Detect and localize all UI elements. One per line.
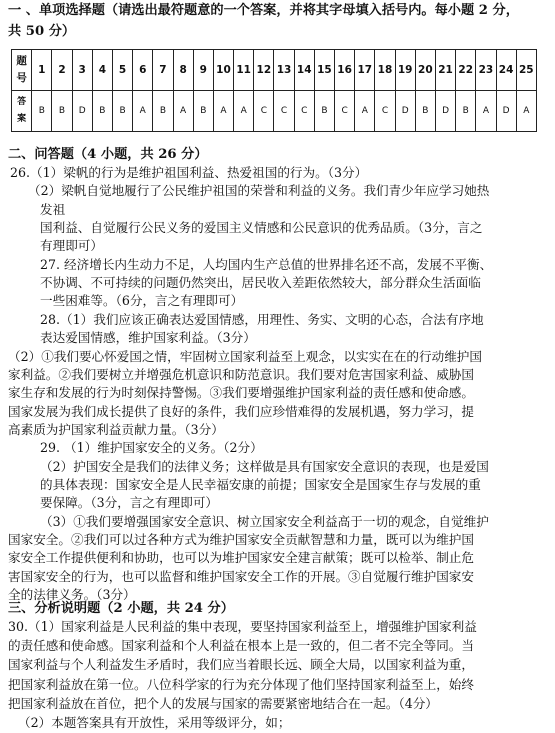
section2-text-line: 全的法律义务。（3分） xyxy=(8,587,136,603)
answer-cell: B xyxy=(415,91,435,132)
section2-text-line: 27. 经济增长内生动力不足，人均国内生产总值的世界排名还不高，发展不平衡、 xyxy=(40,256,493,272)
question-number-cell: 9 xyxy=(193,50,213,91)
question-number-row xyxy=(12,50,537,91)
question-number-cell: 6 xyxy=(133,50,153,91)
answer-cell: A xyxy=(133,91,153,132)
section3-text-line: 把国家利益放在第一位。八位科学家的行为充分体现了他们坚持国家利益至上，始终 xyxy=(8,676,474,692)
section3-text-line: 30.（1）国家利益是人民利益的集中表现，要坚持国家利益至上，增强维护国家利益 xyxy=(8,619,477,634)
answer-cell: D xyxy=(435,91,455,132)
question-number-cell: 21 xyxy=(435,50,455,91)
section2-text-line: 26.（1）梁帆的行为是维护祖国利益、热爱祖国的行为。（3分） xyxy=(10,165,368,180)
answer-cell: B xyxy=(456,91,476,132)
question-number-cell: 19 xyxy=(395,50,415,91)
section2-text-line: （2）梁帆自觉地履行了公民维护祖国的荣誉和利益的义务。我们青少年应学习她热 xyxy=(28,183,490,199)
section3-text-line: 的责任感和使命感。国家利益和个人利益在根本上是一致的，但二者不完全等同。当 xyxy=(8,638,474,654)
question-number-cell: 23 xyxy=(476,50,496,91)
section2-text-line: （3）①我们要增强国家安全意识、树立国家安全利益高于一切的观念，自觉维护 xyxy=(40,513,489,529)
answer-cell: A xyxy=(355,91,375,132)
section2-text-line: 29. （1）维护国家安全的义务。（2分） xyxy=(40,440,263,456)
row-label-number xyxy=(12,50,32,91)
question-number-cell: 14 xyxy=(294,50,314,91)
section1-title-line1: 一 、单项选择题（请选出最符题意的一个答案，并将其字母填入括号内。每小题 2 分， xyxy=(8,3,519,18)
question-number-cell: 20 xyxy=(415,50,435,91)
section2-text-line: 高素质为护国家利益贡献力量。（3分） xyxy=(8,421,224,437)
row-label-char: 号 xyxy=(16,72,27,84)
section2-text-line: 害国家安全的行为，也可以监督和维护国家安全工作的开展。③自觉履行维护国家安 xyxy=(8,568,474,584)
section2-text-line: 的具体表现：国家安全是人民幸福安康的前提；国家安全是国家生存与发展的重 xyxy=(40,476,481,492)
section2-text-line: 国家安全。②我们可以过各种方式为维护国家安全贡献智慧和力量，既可以为维护国 xyxy=(8,532,474,547)
section3-text-line: 把国家利益放在首位，把个人的发展与国家的需要紧密地结合在一起。（4分） xyxy=(8,695,438,711)
question-number-cell: 17 xyxy=(355,50,375,91)
question-number-cell: 8 xyxy=(173,50,193,91)
section2-text-line: 国家发展为我们成长提供了良好的条件，我们应珍惜难得的发展机遇，努力学习，提 xyxy=(8,403,474,419)
answer-cell: B xyxy=(314,91,334,132)
answer-table xyxy=(11,49,537,132)
question-number-cell: 13 xyxy=(274,50,294,91)
answer-cell: A xyxy=(234,91,254,132)
row-label-char: 案 xyxy=(17,114,27,124)
question-number-cell: 12 xyxy=(254,50,274,91)
answer-cell: A xyxy=(476,91,496,132)
answer-cell: B xyxy=(32,91,52,132)
question-number-cell: 7 xyxy=(153,50,173,91)
section2-text-line: 家利益。②我们要树立并增强危机意识和防范意识。我们要对危害国家利益、威胁国 xyxy=(8,366,474,382)
row-label-answer xyxy=(12,91,32,132)
section2-text-line: 家安全工作提供便利和协助，也可以为堆护国家安全建言献策；既可以检举、制止危 xyxy=(8,550,474,566)
section3-text-line: （2）本题答案具有开放性，采用等级评分，如； xyxy=(18,715,291,730)
row-label-char: 答 xyxy=(17,97,27,107)
answer-cell: C xyxy=(274,91,294,132)
answer-row xyxy=(12,91,537,132)
question-number-cell: 3 xyxy=(72,50,92,91)
row-label-char: 题 xyxy=(16,55,27,67)
answer-cell: C xyxy=(375,91,395,132)
question-number-cell: 15 xyxy=(314,50,334,91)
answer-cell: C xyxy=(294,91,314,132)
question-number-cell: 5 xyxy=(112,50,132,91)
section2-text-line: 发祖 xyxy=(40,201,66,217)
question-number-cell: 2 xyxy=(52,50,72,91)
section2-text-line: 不协调、不可持续的问题仍然突出，居民收入差距依然较大，部分群众生活面临 xyxy=(40,275,481,291)
answer-cell: C xyxy=(335,91,355,132)
section2-text-line: （2）①我们要心怀爱国之情，牢固树立国家利益至上观念，以实实在在的行动维护国 xyxy=(8,348,482,364)
question-number-cell: 4 xyxy=(92,50,112,91)
question-number-cell: 1 xyxy=(32,50,52,91)
section2-text-line: 要保障。（3分，言之有理即可） xyxy=(40,495,219,511)
answer-cell: A xyxy=(516,91,536,132)
section2-text-line: 表达爱国情感，维护国家利益。（3分） xyxy=(40,330,256,346)
question-number-cell: 10 xyxy=(213,50,233,91)
answer-cell: C xyxy=(254,91,274,132)
section2-text-line: 国利益、自觉履行公民义务的爱国主义情感和公民意识的优秀品质。（3分，言之 xyxy=(40,220,483,236)
answer-cell: D xyxy=(496,91,516,132)
question-number-cell: 24 xyxy=(496,50,516,91)
section2-text-line: 家生存和发展的行为时刻保持警惕。③我们要增强维护国家利益的责任感和使命感。 xyxy=(8,385,474,401)
answer-cell: B xyxy=(153,91,173,132)
answer-cell: D xyxy=(72,91,92,132)
answer-cell: B xyxy=(52,91,72,132)
question-number-cell: 25 xyxy=(516,50,536,91)
section2-text-line: （2）护国安全是我们的法律义务；这样做是具有国家安全意识的表现，也是爱国 xyxy=(40,458,489,474)
question-number-cell: 11 xyxy=(234,50,254,91)
question-number-cell: 22 xyxy=(456,50,476,91)
section3-text-line: 国家利益与个人利益发生矛盾时，我们应当着眼长远、顾全大局，以国家利益为重， xyxy=(8,657,474,673)
answer-cell: B xyxy=(193,91,213,132)
question-number-cell: 16 xyxy=(335,50,355,91)
section2-title: 二、问答题（4 小题，共 26 分） xyxy=(8,147,208,162)
section2-text-line: 有理即可） xyxy=(40,238,103,254)
answer-cell: A xyxy=(213,91,233,132)
answer-cell: D xyxy=(395,91,415,132)
question-number-cell: 18 xyxy=(375,50,395,91)
section2-text-line: 28.（1）我们应该正确表达爱国情感，用理性、务实、文明的心态，合法有序地 xyxy=(40,311,484,327)
answer-cell: A xyxy=(173,91,193,132)
answer-cell: B xyxy=(92,91,112,132)
section1-title-line2: 共 50 分） xyxy=(8,24,76,39)
section2-text-line: 一些困难等。（6分，言之有理即可） xyxy=(40,293,244,309)
section3-title: 三、分析说明题（2 小题，共 24 分） xyxy=(8,601,234,616)
answer-cell: B xyxy=(112,91,132,132)
